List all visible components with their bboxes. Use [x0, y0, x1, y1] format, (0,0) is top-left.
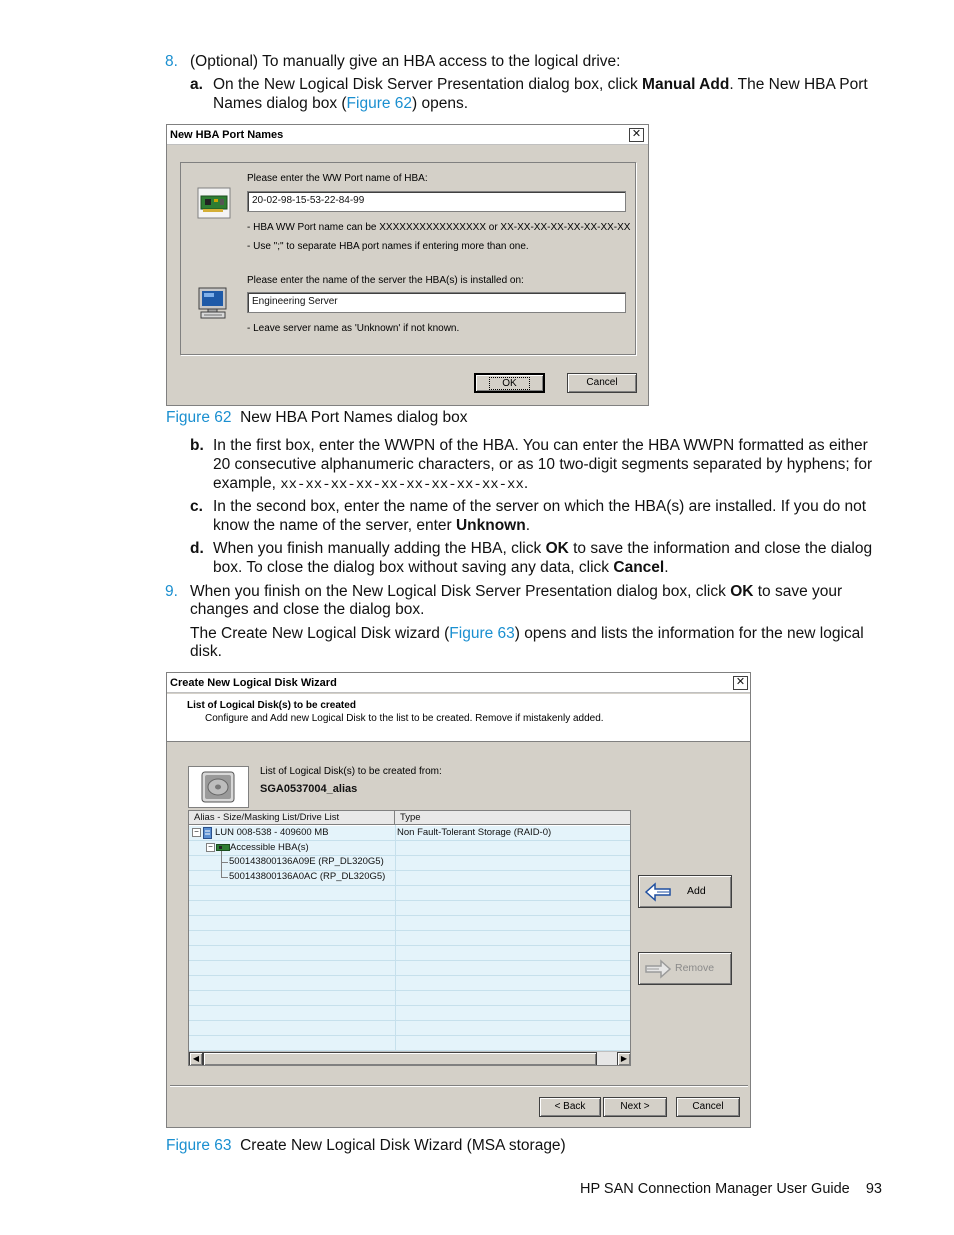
create-logical-disk-wizard: [166, 672, 751, 1128]
substep-d-text: When you finish manually adding the HBA, click: [213, 540, 546, 557]
figure-62-link[interactable]: Figure 62: [346, 95, 413, 112]
wizard-header-title: List of Logical Disk(s) to be created: [187, 700, 356, 711]
step-9-line1: [190, 582, 842, 601]
scroll-left-icon[interactable]: ◀: [189, 1052, 203, 1066]
close-icon[interactable]: ✕: [629, 128, 644, 142]
hba-group-icon: [216, 843, 230, 852]
figure-62-label: Figure 62: [166, 409, 232, 426]
computer-icon: [196, 286, 230, 320]
next-button[interactable]: Next >: [603, 1097, 667, 1117]
substep-b-period: .: [523, 475, 529, 492]
substep-b-example-label: example,: [213, 475, 281, 492]
source-name: SGA0537004_alias: [260, 783, 358, 795]
remove-button[interactable]: [638, 952, 732, 985]
table-row[interactable]: [189, 1006, 630, 1021]
substep-b-line3: [213, 474, 528, 495]
step-8-text: (Optional) To manually give an HBA access to the logical drive:: [190, 53, 621, 70]
server-prompt: Please enter the name of the server the HBA(s) is installed on:: [247, 275, 524, 286]
substep-d-period: .: [664, 559, 669, 576]
step-9-ok-term: OK: [730, 583, 754, 600]
row-lun-type: Non Fault-Tolerant Storage (RAID-0): [397, 827, 552, 838]
step-9-text-2: to save your: [753, 583, 843, 600]
substep-b-line1: In the first box, enter the WWPN of the HBA. You can enter the HBA WWPN formatted as either: [213, 437, 868, 454]
column-divider: [395, 825, 396, 1051]
wizard-header-subtitle: Configure and Add new Logical Disk to the list to be created. Remove if mistakenly added.: [205, 713, 604, 724]
new-hba-port-names-dialog: [166, 124, 649, 406]
scroll-thumb[interactable]: [203, 1052, 597, 1066]
server-name-input[interactable]: Engineering Server: [247, 292, 626, 313]
wwpn-format-example: xx-xx-xx-xx-xx-xx-xx-xx-xx-xx: [280, 477, 524, 493]
figure-62-caption-text: New HBA Port Names dialog box: [240, 409, 468, 426]
substep-c-period: .: [525, 517, 531, 534]
substep-a-text: On the New Logical Disk Server Presentation dialog box, click: [213, 76, 643, 93]
row-accessible-hba: Accessible HBA(s): [230, 842, 309, 853]
table-row[interactable]: [189, 886, 630, 901]
table-row[interactable]: [189, 1021, 630, 1036]
row-hba-1: 500143800136A09E (RP_DL320G5): [229, 856, 384, 867]
step-9-number: 9.: [165, 583, 178, 600]
tree-line: [221, 851, 222, 877]
arrow-right-icon: [645, 959, 671, 979]
column-header-alias[interactable]: [189, 811, 395, 825]
cancel-term: Cancel: [613, 559, 665, 576]
step-9-para-line1: [190, 624, 864, 643]
wizard-separator: [170, 1085, 748, 1087]
dialog-title: New HBA Port Names: [167, 125, 648, 145]
ok-button[interactable]: [474, 373, 545, 393]
column-header-type[interactable]: [395, 811, 631, 825]
page-number: 93: [865, 1181, 882, 1197]
table-row[interactable]: [189, 901, 630, 916]
figure-63-link[interactable]: Figure 63: [449, 625, 515, 642]
column-header-type-label: Type: [400, 812, 421, 823]
step-9-para-line2: disk.: [190, 643, 222, 660]
column-header-alias-label: Alias - Size/Masking List/Drive List: [194, 812, 340, 823]
footer: [580, 1181, 882, 1197]
substep-a-text-3: Names dialog box (: [213, 95, 347, 112]
substep-d-text-3: box. To close the dialog box without saving any data, click: [213, 559, 614, 576]
step-9-para-text-2: ) opens and lists the information for the new logical: [514, 625, 864, 642]
logical-disk-table: [188, 810, 631, 1066]
tree-branch-1: [221, 862, 228, 863]
figure-63-caption: [166, 1136, 566, 1155]
ok-label: OK: [489, 377, 529, 390]
lun-icon: [203, 827, 212, 839]
substep-b-line2: 20 consecutive alphanumeric characters, or as 10 two-digit segments separated by hyphens; for: [213, 456, 873, 473]
hba-card-icon: [197, 187, 231, 219]
tree-collapse-icon[interactable]: −: [192, 828, 201, 837]
substep-d-text-2: to save the information and close the dialog: [568, 540, 873, 557]
figure-63-label: Figure 63: [166, 1137, 232, 1154]
substep-b-label: b.: [190, 437, 204, 454]
substep-a-line1: [213, 75, 868, 94]
horizontal-scrollbar[interactable]: [189, 1051, 631, 1066]
scroll-right-icon[interactable]: ▶: [617, 1052, 631, 1066]
substep-c-text: know the name of the server, enter: [213, 517, 456, 534]
substep-a-text-4: ) opens.: [412, 95, 469, 112]
step-9-line2: changes and close the dialog box.: [190, 601, 425, 618]
table-row[interactable]: [189, 976, 630, 991]
back-button[interactable]: < Back: [539, 1097, 601, 1117]
unknown-term: Unknown: [455, 517, 526, 534]
step-9-text: When you finish on the New Logical Disk Server Presentation dialog box, click: [190, 583, 731, 600]
server-unknown-hint: - Leave server name as 'Unknown' if not known.: [247, 323, 460, 334]
wwn-format-hint: - HBA WW Port name can be XXXXXXXXXXXXXXXX or XX-XX-XX-XX-XX-XX-XX-XX: [247, 222, 631, 233]
disk-icon-frame: [188, 766, 249, 808]
table-row[interactable]: [189, 931, 630, 946]
footer-title: HP SAN Connection Manager User Guide: [580, 1181, 850, 1197]
step-8-number: 8.: [165, 53, 178, 70]
table-row[interactable]: [189, 961, 630, 976]
tree-branch-2: [221, 877, 228, 878]
substep-c-label: c.: [190, 498, 203, 515]
add-button[interactable]: [638, 875, 732, 908]
wizard-cancel-button[interactable]: Cancel: [676, 1097, 740, 1117]
table-row[interactable]: [189, 1036, 630, 1051]
tree-collapse-hba-icon[interactable]: −: [206, 843, 215, 852]
row-lun-alias: LUN 008-538 - 409600 MB: [215, 827, 329, 838]
wwn-separator-hint: - Use ";" to separate HBA port names if entering more than one.: [247, 241, 529, 252]
disk-drive-icon: [200, 770, 236, 804]
figure-62-caption: [166, 408, 468, 427]
substep-a-text-2: . The New HBA Port: [729, 76, 868, 93]
list-source-label: List of Logical Disk(s) to be created from:: [260, 766, 442, 777]
row-hba-2: 500143800136A0AC (RP_DL320G5): [229, 871, 386, 882]
step-9-para-text: The Create New Logical Disk wizard (: [190, 625, 450, 642]
substep-d-line2: [213, 558, 669, 577]
substep-c-line1: In the second box, enter the name of the server on which the HBA(s) are installed. If you do not: [213, 498, 867, 515]
wizard-title: Create New Logical Disk Wizard: [167, 673, 750, 693]
table-row[interactable]: [189, 946, 630, 961]
table-row[interactable]: [189, 991, 630, 1006]
ok-term: OK: [545, 540, 569, 557]
substep-d-line1: [213, 539, 872, 558]
substep-c-line2: [213, 516, 530, 535]
arrow-left-icon: [645, 882, 671, 902]
figure-63-caption-text: Create New Logical Disk Wizard (MSA storage): [240, 1137, 566, 1154]
wwn-input[interactable]: 20-02-98-15-53-22-84-99: [247, 191, 626, 212]
table-row[interactable]: [189, 916, 630, 931]
cancel-button[interactable]: Cancel: [567, 373, 637, 393]
manual-add-term: Manual Add: [642, 76, 730, 93]
wizard-close-icon[interactable]: ✕: [733, 676, 748, 690]
substep-a-label: a.: [190, 76, 203, 93]
add-label: Add: [687, 885, 706, 897]
substep-d-label: d.: [190, 540, 204, 557]
wwn-prompt: Please enter the WW Port name of HBA:: [247, 173, 428, 184]
remove-label: Remove: [675, 962, 715, 974]
substep-a-line2: [213, 94, 468, 113]
